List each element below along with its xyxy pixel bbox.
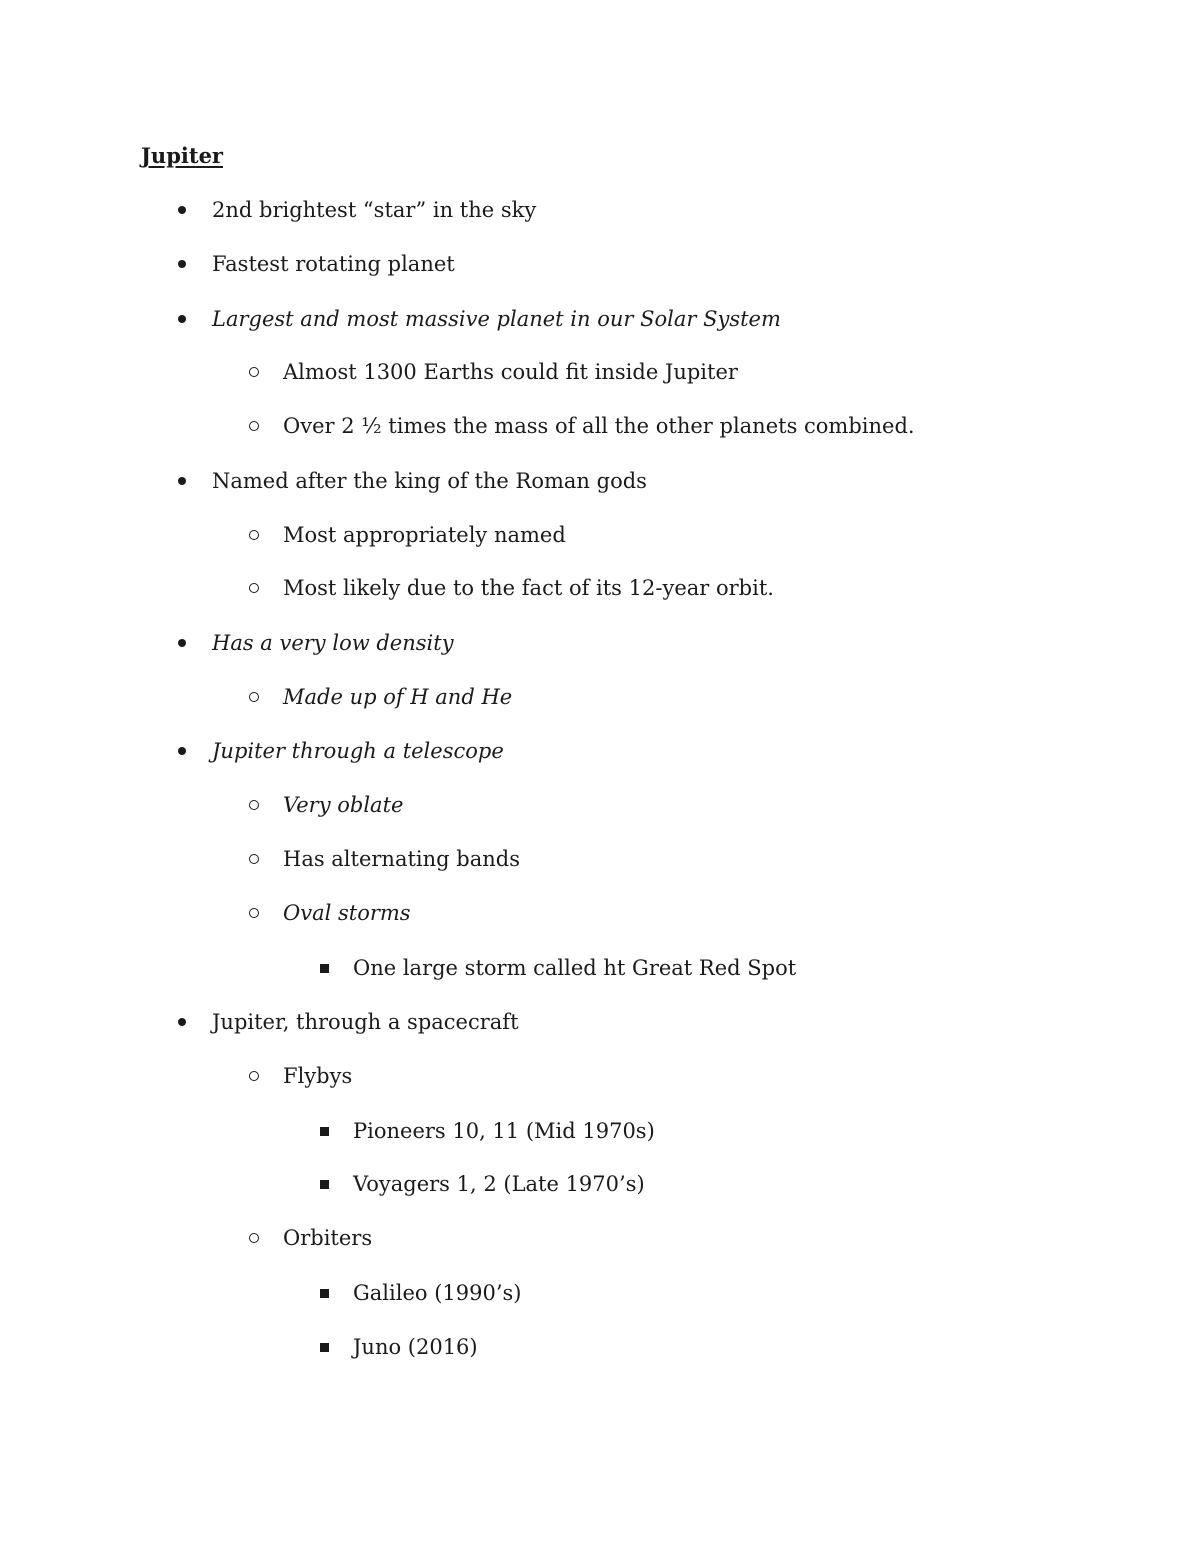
document-title: Jupiter bbox=[141, 143, 223, 168]
list-item-5 bbox=[176, 467, 647, 495]
list-item-13 bbox=[247, 899, 411, 927]
list-item-text: Oval storms bbox=[283, 901, 411, 925]
square-bullet-icon bbox=[317, 1279, 353, 1307]
list-item-text: Very oblate bbox=[283, 793, 404, 817]
disc-bullet-icon bbox=[176, 196, 212, 224]
list-item-10 bbox=[176, 737, 504, 765]
disc-bullet-icon bbox=[176, 629, 212, 657]
list-item-11 bbox=[247, 791, 403, 819]
list-item-9 bbox=[247, 683, 512, 711]
list-item-text: Flybys bbox=[283, 1064, 353, 1088]
list-item-text: Most appropriately named bbox=[283, 523, 566, 547]
list-item-0 bbox=[176, 196, 536, 224]
disc-bullet-icon bbox=[176, 467, 212, 495]
list-item-19 bbox=[247, 1224, 372, 1252]
square-bullet-icon bbox=[317, 954, 353, 982]
circle-bullet-icon bbox=[247, 1062, 283, 1090]
list-item-text: One large storm called ht Great Red Spot bbox=[353, 956, 797, 980]
list-item-12 bbox=[247, 845, 520, 873]
list-item-text: Fastest rotating planet bbox=[212, 252, 455, 276]
circle-bullet-icon bbox=[247, 1224, 283, 1252]
list-item-text: 2nd brightest “star” in the sky bbox=[212, 198, 537, 222]
list-item-text: Orbiters bbox=[283, 1226, 373, 1250]
list-item-20 bbox=[317, 1279, 521, 1307]
list-item-6 bbox=[247, 521, 566, 549]
list-item-text: Most likely due to the fact of its 12-year orbit. bbox=[283, 576, 774, 600]
disc-bullet-icon bbox=[176, 737, 212, 765]
list-item-text: Over 2 ½ times the mass of all the other planets combined. bbox=[283, 414, 915, 438]
list-item-14 bbox=[317, 954, 796, 982]
list-item-text: Made up of H and He bbox=[283, 685, 513, 709]
list-item-8 bbox=[176, 629, 454, 657]
list-item-17 bbox=[317, 1117, 655, 1145]
list-item-1 bbox=[176, 250, 455, 278]
list-item-text: Jupiter, through a spacecraft bbox=[212, 1010, 519, 1034]
list-item-3 bbox=[247, 358, 738, 386]
circle-bullet-icon bbox=[247, 683, 283, 711]
circle-bullet-icon bbox=[247, 899, 283, 927]
list-item-text: Almost 1300 Earths could fit inside Jupiter bbox=[283, 360, 738, 384]
circle-bullet-icon bbox=[247, 521, 283, 549]
list-item-16 bbox=[247, 1062, 352, 1090]
circle-bullet-icon bbox=[247, 574, 283, 602]
square-bullet-icon bbox=[317, 1117, 353, 1145]
disc-bullet-icon bbox=[176, 1008, 212, 1036]
disc-bullet-icon bbox=[176, 250, 212, 278]
list-item-text: Has alternating bands bbox=[283, 847, 520, 871]
list-item-4 bbox=[247, 412, 915, 440]
list-item-18 bbox=[317, 1170, 645, 1198]
list-item-text: Juno (2016) bbox=[353, 1335, 478, 1359]
square-bullet-icon bbox=[317, 1333, 353, 1361]
square-bullet-icon bbox=[317, 1170, 353, 1198]
list-item-7 bbox=[247, 574, 774, 602]
list-item-text: Named after the king of the Roman gods bbox=[212, 469, 647, 493]
circle-bullet-icon bbox=[247, 412, 283, 440]
circle-bullet-icon bbox=[247, 791, 283, 819]
circle-bullet-icon bbox=[247, 358, 283, 386]
list-item-text: Voyagers 1, 2 (Late 1970’s) bbox=[353, 1172, 645, 1196]
list-item-15 bbox=[176, 1008, 519, 1036]
disc-bullet-icon bbox=[176, 305, 212, 333]
list-item-text: Jupiter through a telescope bbox=[212, 739, 504, 763]
list-item-text: Has a very low density bbox=[212, 631, 454, 655]
list-item-2 bbox=[176, 305, 781, 333]
list-item-21 bbox=[317, 1333, 478, 1361]
list-item-text: Galileo (1990’s) bbox=[353, 1281, 522, 1305]
list-item-text: Largest and most massive planet in our Solar System bbox=[212, 307, 781, 331]
circle-bullet-icon bbox=[247, 845, 283, 873]
list-item-text: Pioneers 10, 11 (Mid 1970s) bbox=[353, 1119, 655, 1143]
